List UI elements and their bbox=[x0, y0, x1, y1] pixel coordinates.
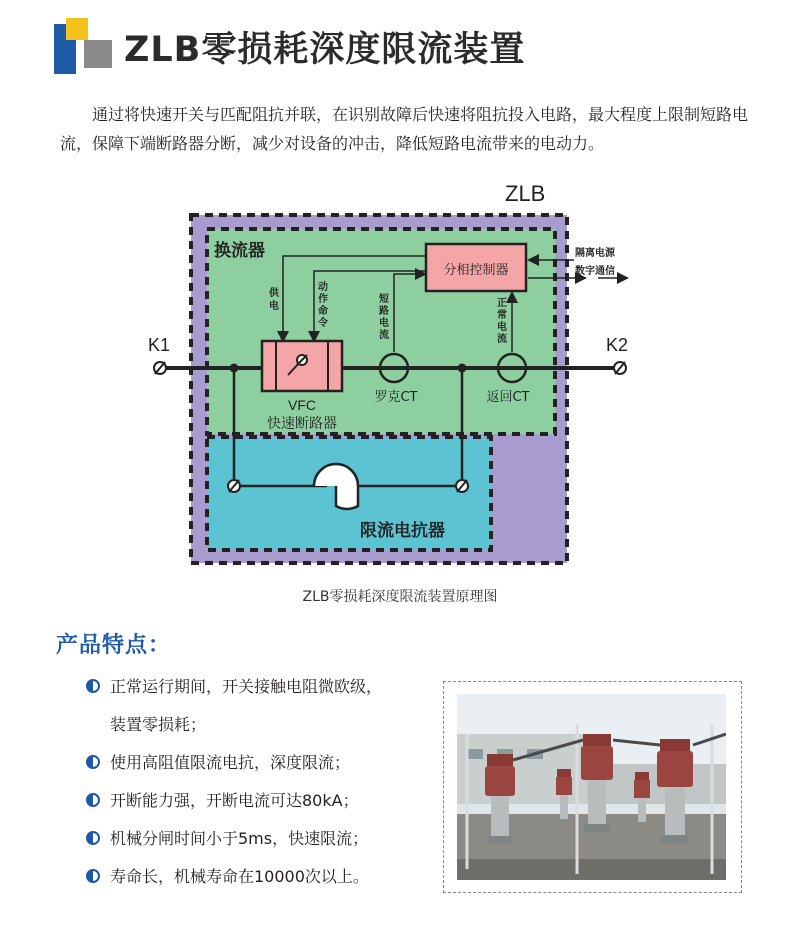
product-photo bbox=[457, 694, 726, 880]
list-item bbox=[86, 752, 446, 774]
diagram-caption: ZLB零损耗深度限流装置原理图 bbox=[302, 589, 498, 605]
normal-current-label: 正常电流 bbox=[497, 298, 507, 345]
short-current-label: 短路电流 bbox=[379, 294, 389, 341]
list-item bbox=[86, 866, 446, 888]
power-supply-label: 供电 bbox=[269, 288, 279, 312]
vfc-label: VFC bbox=[288, 397, 316, 413]
page-title: ZLB零损耗深度限流装置 bbox=[124, 30, 526, 70]
intro-paragraph: 通过将快速开关与匹配阻抗并联，在识别故障后快速将阻抗投入电路，最大程度上限制短路电流，保障下端断路器分断，减少对设备的冲击，降低短路电流带来的电动力。 bbox=[60, 105, 749, 153]
list-item bbox=[86, 828, 446, 850]
feature-text: 开断能力强，开断电流可达80kA； bbox=[110, 791, 359, 810]
list-item bbox=[86, 790, 446, 812]
feature-text-continued: 装置零损耗； bbox=[110, 715, 207, 734]
reactor-label: 限流电抗器 bbox=[360, 521, 445, 541]
features-list bbox=[86, 676, 446, 904]
converter-label: 换流器 bbox=[214, 241, 265, 261]
list-item bbox=[86, 676, 446, 736]
feature-text: 使用高阻值限流电抗，深度限流； bbox=[110, 753, 351, 772]
feature-text: 寿命长，机械寿命在10000次以上。 bbox=[110, 867, 369, 886]
half-circle-bullet-icon bbox=[86, 679, 100, 693]
feature-text: 正常运行期间，开关接触电阻微欧级， bbox=[110, 677, 383, 696]
rogowski-ct-label: 罗克CT bbox=[374, 390, 418, 405]
reactor-left-terminal bbox=[228, 480, 240, 492]
features-title: 产品特点： bbox=[56, 633, 172, 658]
return-ct-label: 返回CT bbox=[486, 390, 530, 405]
half-circle-bullet-icon bbox=[86, 869, 100, 883]
k1-label: K1 bbox=[148, 335, 171, 355]
half-circle-bullet-icon bbox=[86, 793, 100, 807]
k1-terminal bbox=[154, 362, 166, 374]
zlb-label: ZLB bbox=[505, 181, 546, 206]
half-circle-bullet-icon bbox=[86, 831, 100, 845]
phase-controller-label: 分相控制器 bbox=[443, 263, 509, 278]
half-circle-bullet-icon bbox=[86, 755, 100, 769]
isolated-power-label: 隔离电源 bbox=[575, 248, 615, 259]
k2-terminal bbox=[614, 362, 626, 374]
feature-text: 机械分闸时间小于5ms，快速限流； bbox=[110, 829, 369, 848]
digital-comm-label: 数字通信 bbox=[575, 266, 615, 277]
action-command-label: 动作命令 bbox=[318, 282, 328, 329]
k2-label: K2 bbox=[606, 335, 629, 355]
fast-breaker-label: 快速断路器 bbox=[267, 416, 337, 432]
reactor-right-terminal bbox=[456, 480, 468, 492]
